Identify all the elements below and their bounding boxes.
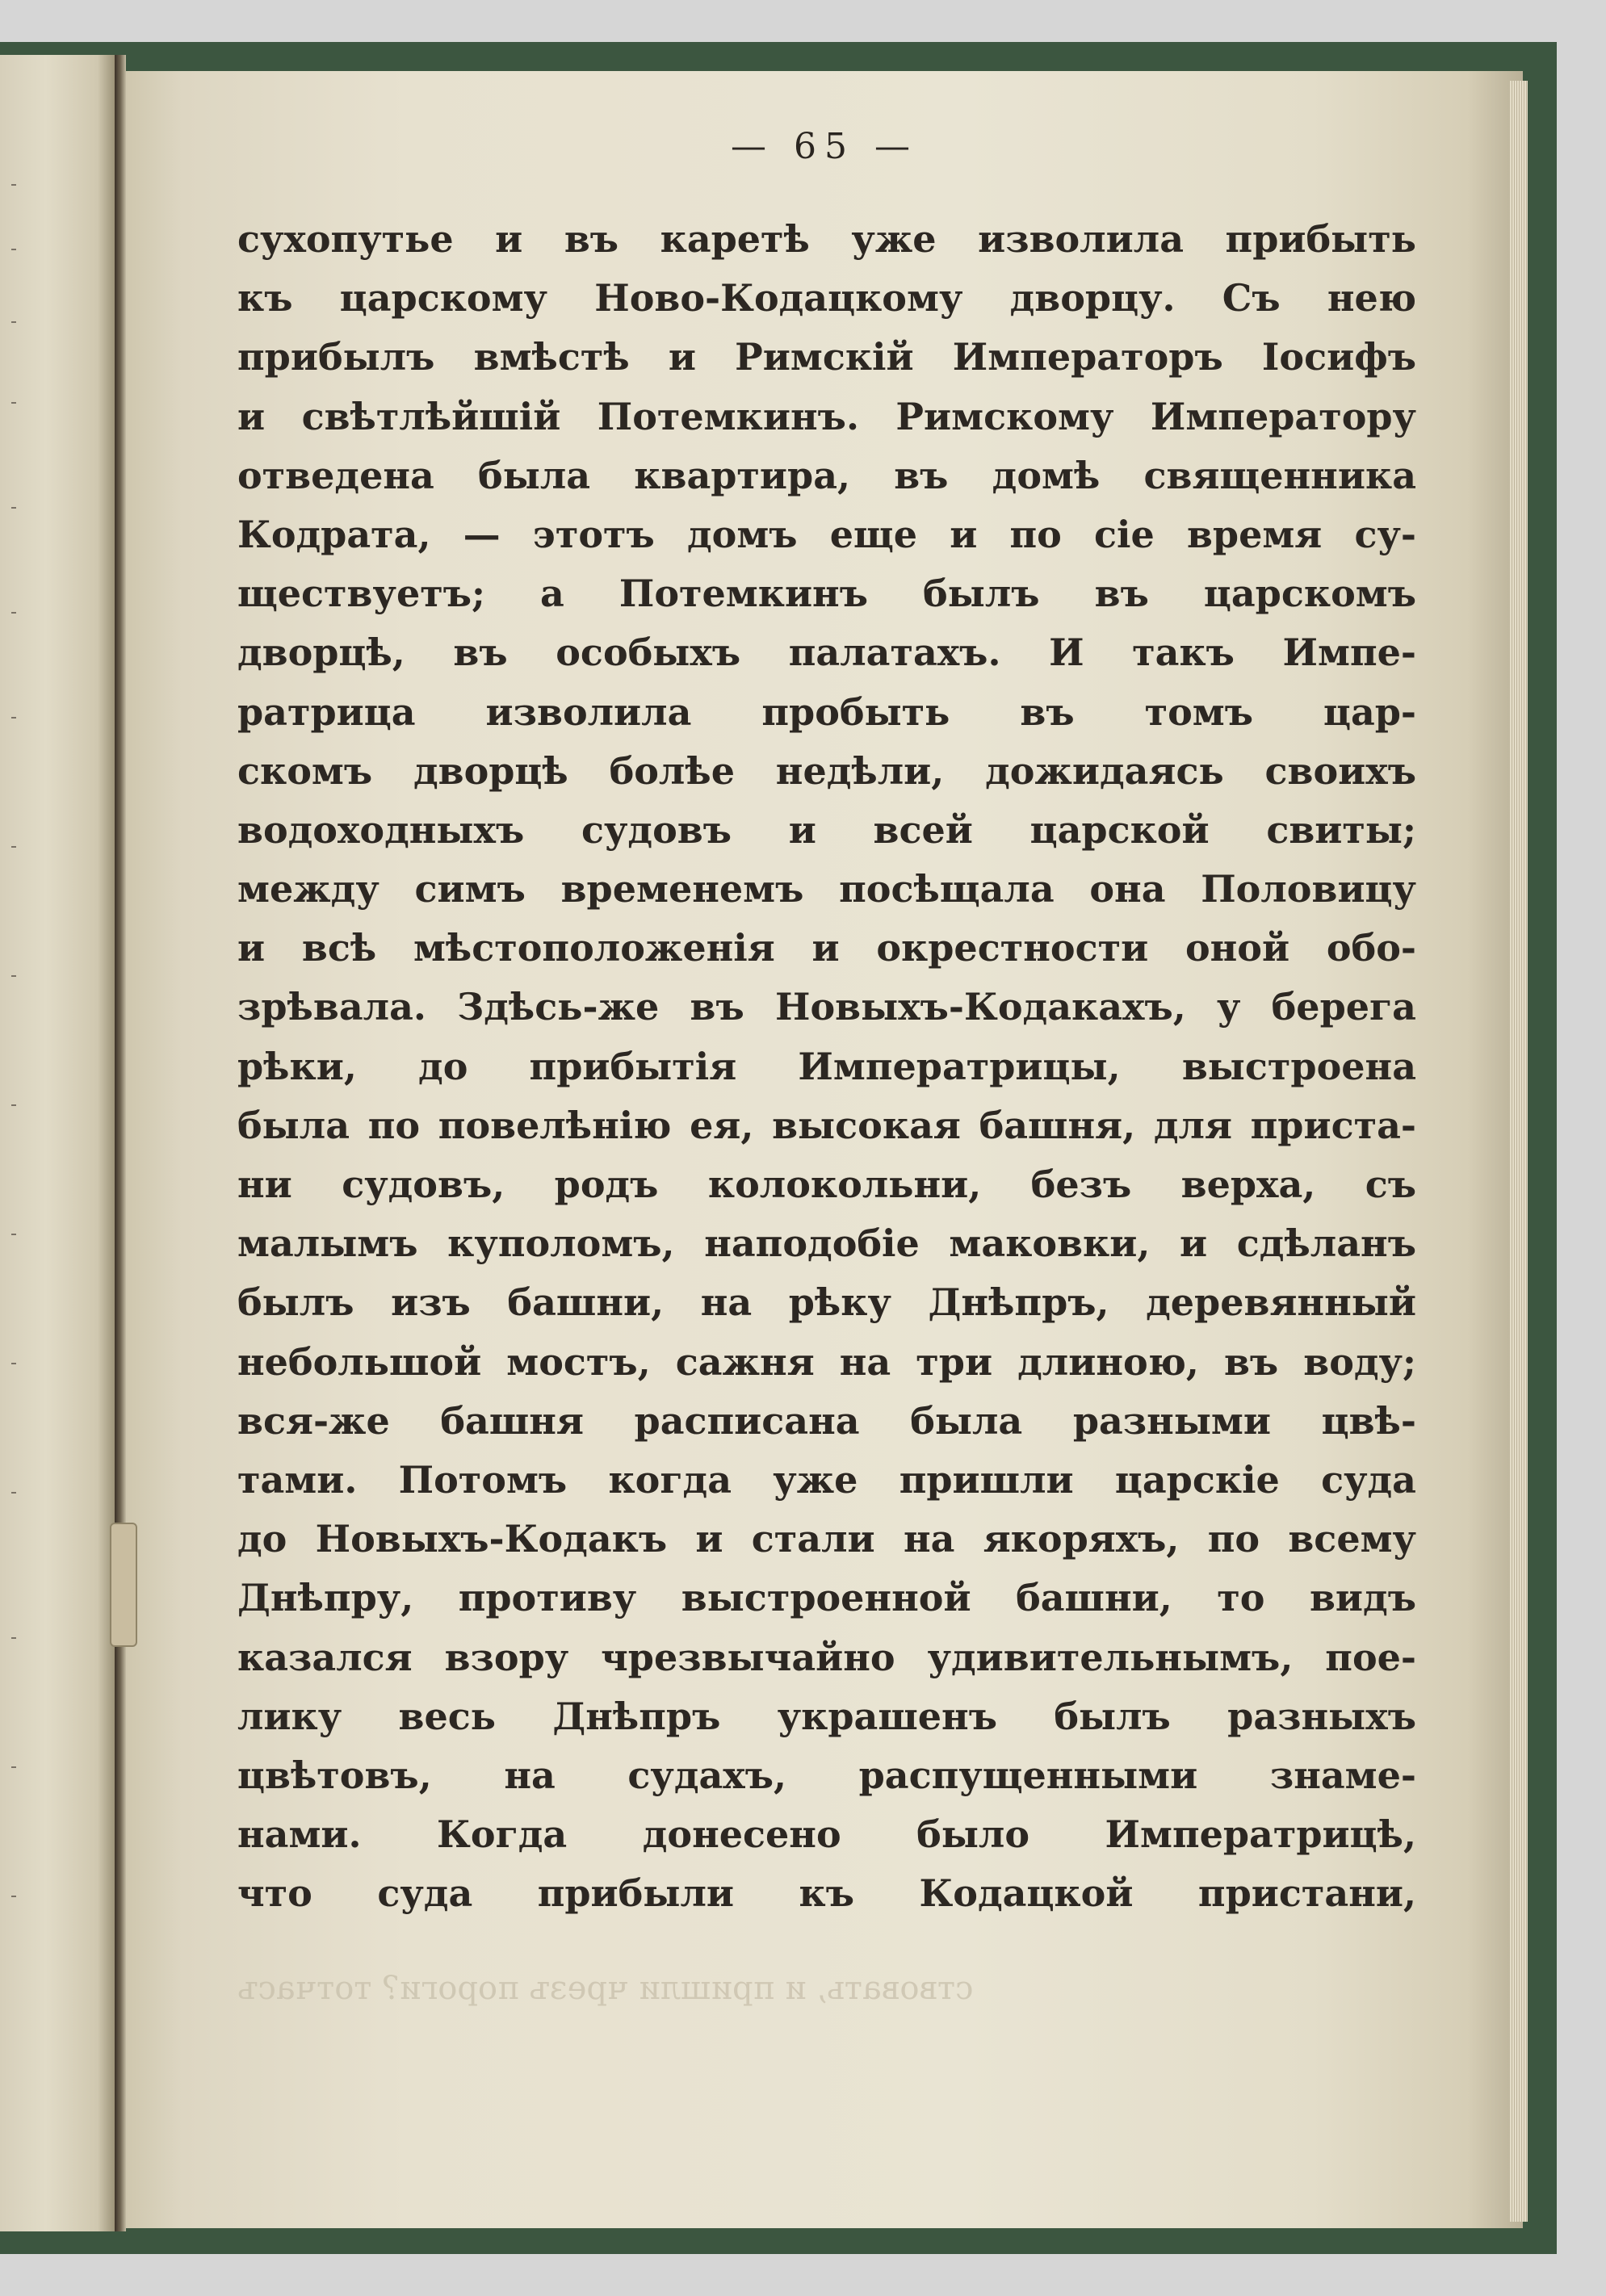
text-line: Кодрата, — этотъ домъ еще и по сіе время су- — [237, 512, 1416, 556]
text-line: ществуетъ; а Потемкинъ былъ въ царскомъ — [237, 572, 1416, 616]
left-page-text-fragment — [11, 717, 16, 719]
left-page-text-fragment — [11, 1492, 16, 1494]
left-page-text-fragment — [11, 846, 16, 848]
left-page-text-fragment — [11, 249, 16, 250]
text-line: прибылъ вмѣстѣ и Римскій Императоръ Іосифъ — [237, 335, 1416, 379]
text-line: ратрица изволила пробыть въ томъ цар- — [237, 689, 1416, 734]
page-edges — [1510, 81, 1528, 2222]
text-line: водоходныхъ судовъ и всей царской свиты; — [237, 807, 1416, 852]
text-line: и всѣ мѣстоположенія и окрестности оной обо- — [237, 926, 1416, 970]
text-line: тами. Потомъ когда уже пришли царскіе суда — [237, 1457, 1416, 1502]
book-gutter — [115, 55, 126, 2231]
text-line: Днѣпру, противу выстроенной башни, то видъ — [237, 1576, 1416, 1620]
left-page-text-fragment — [11, 612, 16, 614]
text-line: вся-же башня расписана была разными цвѣ- — [237, 1398, 1416, 1443]
left-page-text-fragment — [11, 321, 16, 323]
text-line: и свѣтлѣйшій Потемкинъ. Римскому Императору — [237, 394, 1416, 438]
paper-tab — [110, 1523, 137, 1647]
text-line: малымъ куполомъ, наподобіе маковки, и сдѣланъ — [237, 1221, 1416, 1266]
text-line: что суда прибыли къ Кодацкой пристани, — [237, 1871, 1416, 1916]
text-line: къ царскому Ново-Кодацкому дворцу. Съ нею — [237, 276, 1416, 321]
text-line: рѣки, до прибытія Императрицы, выстроена — [237, 1044, 1416, 1088]
text-line: скомъ дворцѣ болѣе недѣли, дожидаясь своихъ — [237, 748, 1416, 793]
left-page-text-fragment — [11, 184, 16, 186]
left-page — [0, 55, 115, 2231]
left-page-text-fragment — [11, 1234, 16, 1235]
text-line: небольшой мостъ, сажня на три длиною, въ воду; — [237, 1339, 1416, 1384]
text-line: нами. Когда донесено было Императрицѣ, — [237, 1812, 1416, 1857]
text-line: была по повелѣнію ея, высокая башня, для приста- — [237, 1103, 1416, 1147]
show-through-text: ствовать, и пришли чрезъ пороги? тотчасъ — [237, 1970, 974, 2007]
text-line: цвѣтовъ, на судахъ, распущенными знаме- — [237, 1753, 1416, 1797]
left-page-text-fragment — [11, 1363, 16, 1364]
text-line: лику весь Днѣпръ украшенъ былъ разныхъ — [237, 1694, 1416, 1738]
left-page-text-fragment — [11, 1766, 16, 1768]
left-page-text-fragment — [11, 1896, 16, 1897]
left-page-text-fragment — [11, 975, 16, 977]
left-page-text-fragment — [11, 1637, 16, 1639]
text-line: до Новыхъ-Кодакъ и стали на якоряхъ, по всему — [237, 1517, 1416, 1561]
text-line: былъ изъ башни, на рѣку Днѣпръ, деревянный — [237, 1280, 1416, 1325]
text-line: отведена была квартира, въ домѣ священника — [237, 453, 1416, 497]
page-text — [237, 210, 1416, 1923]
page-number: — 65 — — [731, 126, 918, 167]
text-line: дворцѣ, въ особыхъ палатахъ. И такъ Импе- — [237, 631, 1416, 675]
text-line: между симъ временемъ посѣщала она Половицу — [237, 867, 1416, 911]
left-page-text-fragment — [11, 1104, 16, 1106]
left-page-text-fragment — [11, 507, 16, 509]
text-line: сухопутье и въ каретѣ уже изволила прибыть — [237, 217, 1416, 261]
text-line: казался взору чрезвычайно удивительнымъ, пое- — [237, 1635, 1416, 1679]
text-line: зрѣвала. Здѣсь-же въ Новыхъ-Кодакахъ, у берега — [237, 985, 1416, 1029]
text-line: ни судовъ, родъ колокольни, безъ верха, съ — [237, 1163, 1416, 1206]
left-page-text-fragment — [11, 402, 16, 404]
